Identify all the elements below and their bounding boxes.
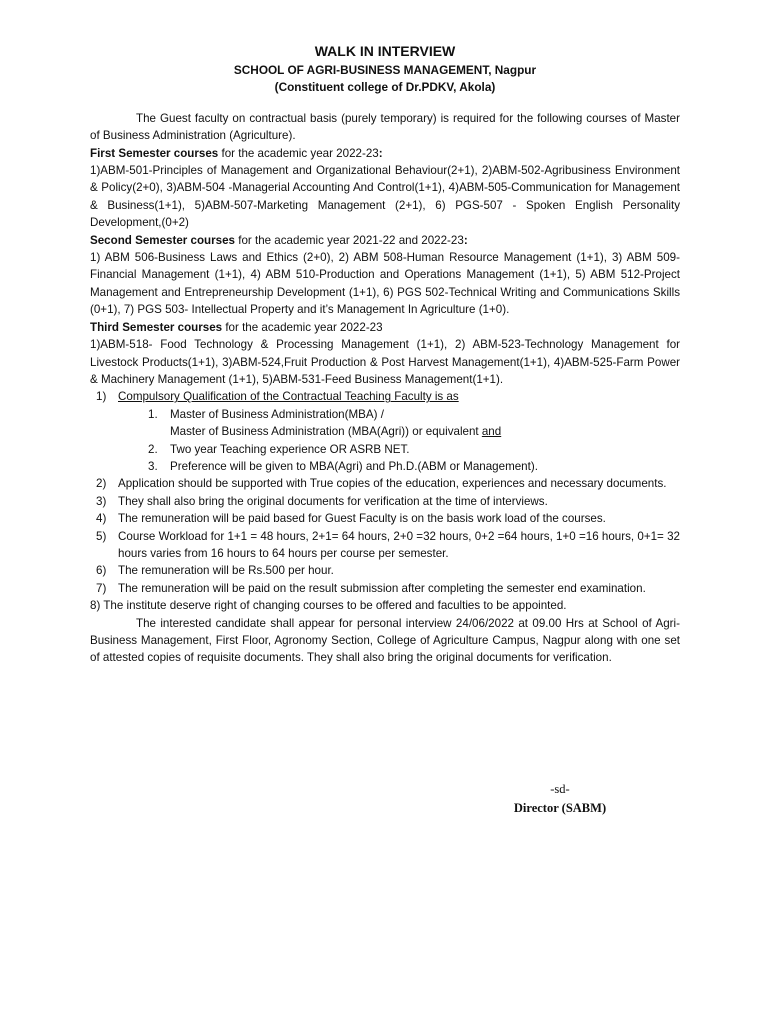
school-name: SCHOOL OF AGRI-BUSINESS MANAGEMENT, Nagpur — [233, 63, 537, 77]
item-number: 3) — [96, 494, 107, 508]
semester-colon: : — [463, 233, 468, 247]
item-text: Application should be supported with True copies of the education, experiences and necessary documents. — [118, 477, 667, 491]
list-item — [90, 388, 680, 405]
qualification-mba-agri: Master of Business Administration (MBA(Agri)) or equivalent — [170, 425, 482, 439]
item-text: They shall also bring the original documents for verification at the time of interviews. — [118, 494, 548, 508]
list-item — [148, 441, 680, 458]
signature-block — [470, 780, 650, 818]
item-number: 3. — [148, 459, 158, 473]
list-item — [90, 562, 680, 579]
and-text: and — [481, 425, 502, 439]
point-eight: 8) The institute deserve right of changing courses to be offered and faculties to be appointed. — [90, 599, 567, 613]
semester-courses-first: 1)ABM-501-Principles of Management and Organizational Behaviour(2+1), 2)ABM-502-Agribusiness Environment & Policy(2+0), 3)ABM-504 -Managerial Accounting And Control(1+1), 4)ABM-505-Communication for Management & Business(1+1), 5)ABM-507-Marketing Management (2+1), 6) PGS-507 - Spoken English Personality Development,(0+2) — [90, 164, 680, 230]
item-number: 1. — [148, 407, 158, 421]
college-affiliation: (Constituent college of Dr.PDKV, Akola) — [274, 80, 496, 95]
item-number: 4) — [96, 512, 107, 526]
list-item — [148, 406, 680, 441]
semester-label: Second Semester courses — [90, 233, 235, 247]
list-item — [148, 458, 680, 475]
item-text: The remuneration will be paid on the result submission after completing the semester end examination. — [118, 581, 646, 595]
signature-sd: -sd- — [550, 782, 570, 796]
item-text: The remuneration will be Rs.500 per hour. — [118, 564, 334, 578]
semester-label: Third Semester courses — [90, 320, 223, 334]
list-item — [90, 580, 680, 597]
semester-year: for the academic year 2022-23 — [222, 320, 383, 334]
qualification-experience: Two year Teaching experience OR ASRB NET. — [170, 442, 410, 456]
qualification-mba: Master of Business Administration(MBA) / — [170, 407, 384, 421]
list-item — [90, 510, 680, 527]
list-item — [90, 528, 680, 563]
item-number: 5) — [96, 529, 107, 543]
item-number: 2. — [148, 442, 158, 456]
list-item — [90, 475, 680, 492]
semester-label: First Semester courses — [90, 146, 219, 160]
qualification-list — [148, 406, 680, 476]
item-text: Course Workload for 1+1 = 48 hours, 2+1= 64 hours, 2+0 =32 hours, 0+2 =64 hours, 1+0 =16 hours, 0+1= 32 hours varies from 16 hours to 64 hours per course per semester. — [118, 529, 680, 560]
item-number: 2) — [96, 477, 107, 491]
item-number: 6) — [96, 564, 107, 578]
semester-year: for the academic year 2021-22 and 2022-23 — [235, 233, 464, 247]
item-number: 7) — [96, 581, 107, 595]
semester-courses-third: 1)ABM-518- Food Technology & Processing Management (1+1), 2) ABM-523-Technology Management for Livestock Products(1+1), 3)ABM-524,Fruit Production & Post Harvest Management(1+1), 4)ABM-525-Farm Power & Machinery Management (1+1), 5)ABM-531-Feed Business Management(1+1). — [90, 338, 680, 386]
signatory-designation: Director (SABM) — [513, 801, 607, 815]
semester-colon: : — [378, 146, 383, 160]
qualification-heading: Compulsory Qualification of the Contractual Teaching Faculty is as — [118, 390, 459, 404]
semester-heading-second — [90, 232, 680, 249]
semester-heading-first — [90, 145, 680, 162]
intro-paragraph: The Guest faculty on contractual basis (purely temporary) is required for the following courses of Master of Business Administration (Agriculture). — [90, 111, 680, 143]
semester-heading-third — [90, 319, 680, 336]
semester-courses-second: 1) ABM 506-Business Laws and Ethics (2+0), 2) ABM 508-Human Resource Management (1+1), 3) ABM 509-Financial Management (1+1), 4) ABM 510-Production and Operations Management (1+1), 5) ABM 512-Project Management and Entrepreneurship Development (1+1), 6) PGS 502-Technical Writing and Communications Skills (0+1), 7) PGS 503- Intellectual Property and it’s Management In Agriculture (1+0). — [90, 251, 680, 317]
semester-year: for the academic year 2022-23 — [218, 146, 379, 160]
notice-body — [90, 40, 680, 667]
qualification-preference: Preference will be given to MBA(Agri) and Ph.D.(ABM or Management). — [170, 459, 538, 473]
list-item — [90, 493, 680, 510]
closing-paragraph: The interested candidate shall appear for personal interview 24/06/2022 at 09.00 Hrs at School of Agri-Business Management, First Floor, Agronomy Section, College of Agriculture Campus, Nagpur along with one set of attested copies of requisite documents. They shall also bring the original documents for verification. — [90, 616, 680, 665]
item-number: 1) — [96, 390, 107, 404]
notice-title: WALK IN INTERVIEW — [314, 43, 456, 59]
item-text: The remuneration will be paid based for Guest Faculty is on the basis work load of the courses. — [118, 512, 606, 526]
conditions-list — [90, 388, 680, 597]
